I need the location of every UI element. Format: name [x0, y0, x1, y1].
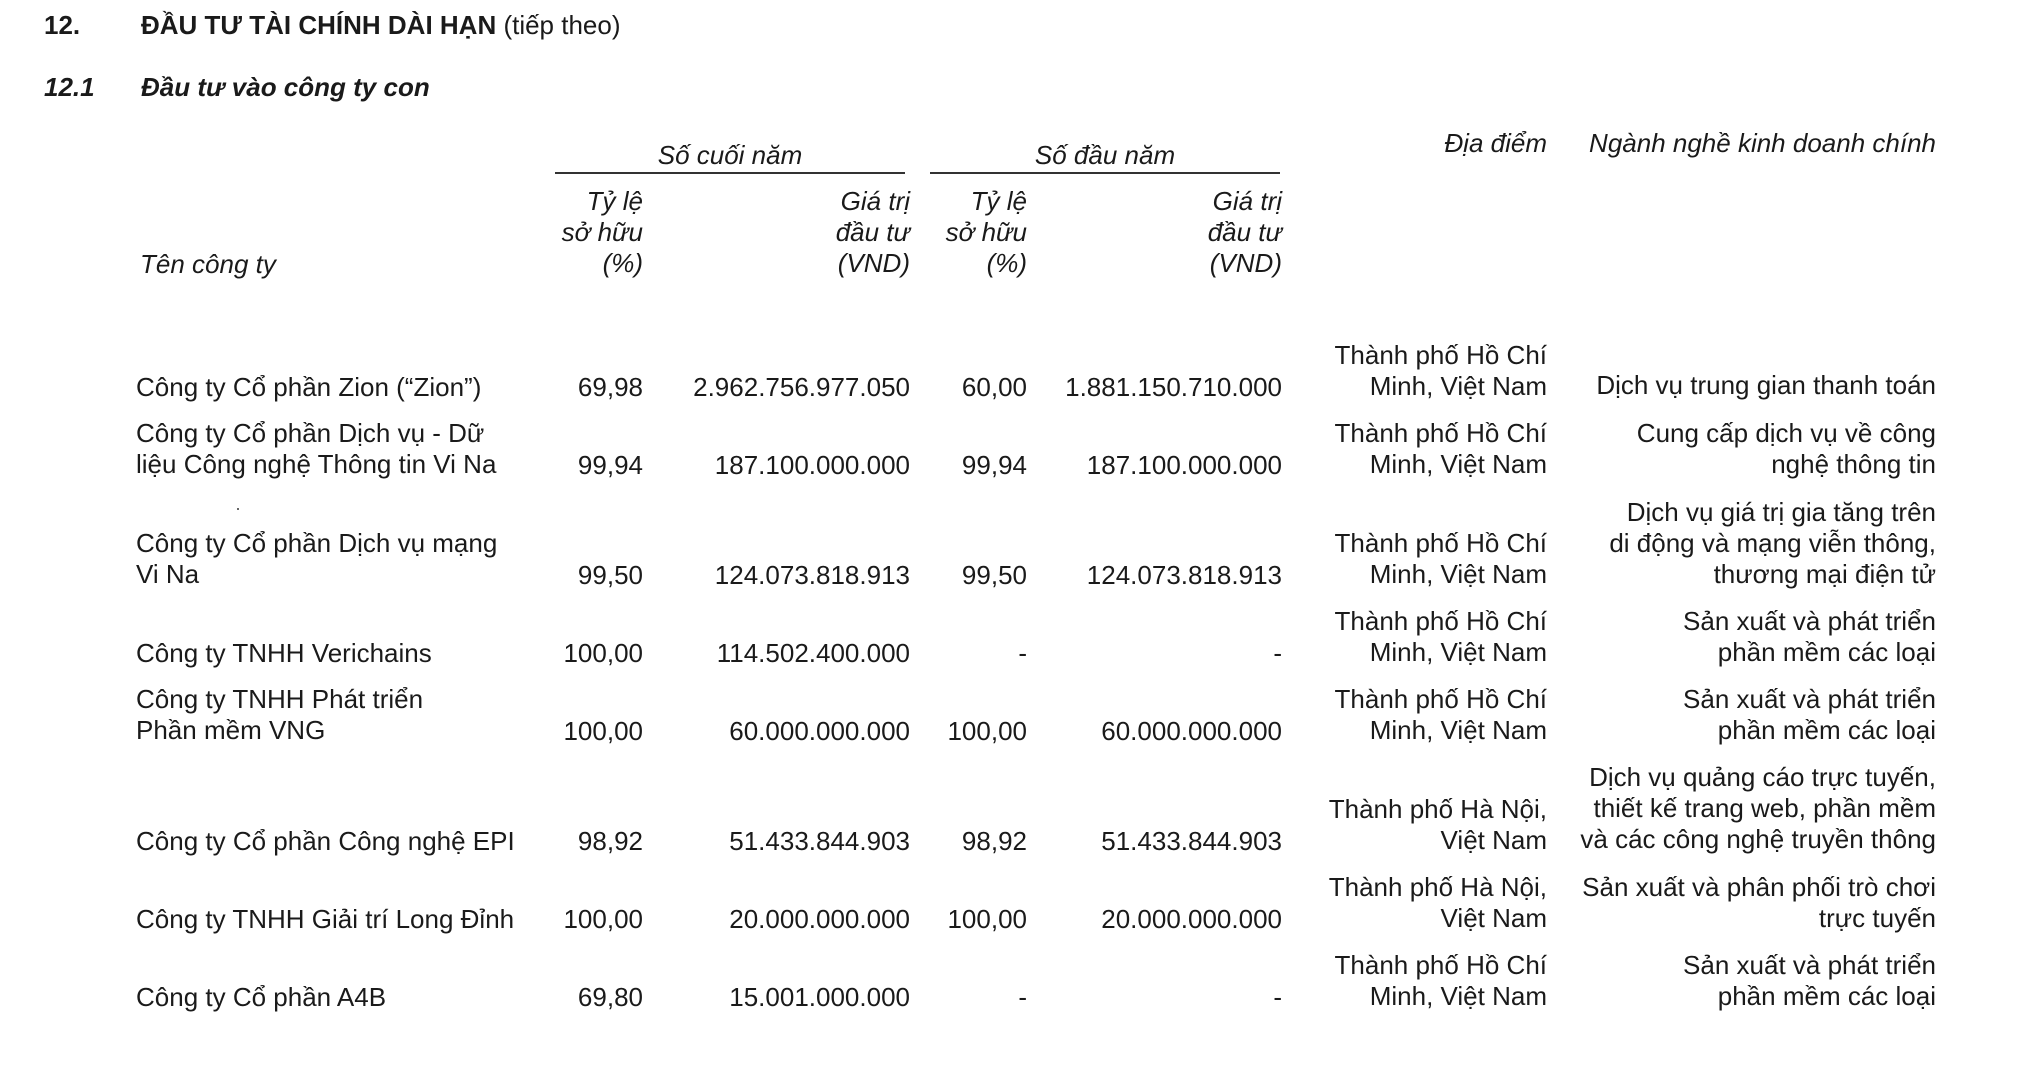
table-row-4-location — [1335, 606, 1547, 668]
col-header-ratio-end — [562, 186, 643, 279]
section-title-bold: ĐẦU TƯ TÀI CHÍNH DÀI HẠN — [141, 10, 497, 40]
row-1-name-l1: Công ty Cổ phần Zion (“Zion”) — [136, 372, 482, 402]
col-header-ratio-end-l2: sở hữu — [561, 217, 643, 247]
row-5-name-l1: Công ty TNHH Phát triển — [136, 684, 424, 714]
table-row-8-location — [1335, 950, 1547, 1012]
table-row-6-ratio-end: 98,92 — [577, 826, 643, 856]
col-header-value-end — [836, 186, 910, 279]
table-row-4-name — [136, 638, 546, 669]
row-2-name-l1: Công ty Cổ phần Dịch vụ - Dữ — [136, 418, 485, 448]
table-row-1-name — [136, 372, 546, 403]
table-row-2-name — [136, 418, 546, 480]
table-row-2-ratio-end: 99,94 — [577, 450, 643, 480]
col-header-value-start-l3: (VND) — [1209, 248, 1282, 278]
col-header-value-end-l1: Giá trị — [840, 186, 910, 216]
speck-mark — [237, 508, 239, 510]
group-header-start-of-year: Số đầu năm — [1034, 140, 1176, 170]
row-4-location-l1: Thành phố Hồ Chí — [1334, 606, 1547, 636]
table-row-4-ratio-end: 100,00 — [563, 638, 643, 668]
col-header-value-start-l2: đầu tư — [1207, 217, 1282, 247]
col-header-value-start — [1208, 186, 1282, 279]
col-header-business: Ngành nghề kinh doanh chính — [1589, 128, 1936, 158]
table-row-5-ratio-end: 100,00 — [563, 716, 643, 746]
row-6-location-l1: Thành phố Hà Nội, — [1328, 794, 1547, 824]
table-row-5-value-end: 60.000.000.000 — [729, 716, 910, 746]
table-row-7-ratio-start: 100,00 — [947, 904, 1027, 934]
col-header-value-end-l2: đầu tư — [835, 217, 910, 247]
table-row-8-value-start: - — [1273, 982, 1282, 1012]
row-1-business-l1: Dịch vụ trung gian thanh toán — [1596, 370, 1936, 400]
table-row-8-ratio-end: 69,80 — [577, 982, 643, 1012]
table-row-5-location — [1335, 684, 1547, 746]
row-4-business-l1: Sản xuất và phát triển — [1683, 606, 1936, 636]
row-5-business-l2: phần mềm các loại — [1717, 715, 1936, 745]
row-6-name-l1: Công ty Cổ phần Công nghệ EPI — [136, 826, 515, 856]
table-row-3-ratio-start: 99,50 — [961, 560, 1027, 590]
row-8-location-l1: Thành phố Hồ Chí — [1334, 950, 1547, 980]
row-4-location-l2: Minh, Việt Nam — [1369, 637, 1547, 667]
table-row-7-value-end: 20.000.000.000 — [729, 904, 910, 934]
row-3-business-l2: di động và mạng viễn thông, — [1609, 528, 1936, 558]
col-header-ratio-start — [946, 186, 1027, 279]
row-8-business-l2: phần mềm các loại — [1717, 981, 1936, 1011]
row-8-business-l1: Sản xuất và phát triển — [1683, 950, 1936, 980]
row-6-business-l2: thiết kế trang web, phần mềm — [1593, 793, 1936, 823]
table-row-5-name — [136, 684, 546, 746]
row-5-business-l1: Sản xuất và phát triển — [1683, 684, 1936, 714]
row-2-location-l2: Minh, Việt Nam — [1369, 449, 1547, 479]
table-row-2-location — [1335, 418, 1547, 480]
row-7-business-l2: trực tuyến — [1818, 903, 1936, 933]
row-7-business-l1: Sản xuất và phân phối trò chơi — [1582, 872, 1936, 902]
row-3-name-l1: Công ty Cổ phần Dịch vụ mạng — [136, 528, 498, 558]
row-3-business-l3: thương mại điện tử — [1713, 559, 1936, 589]
row-5-name-l2: Phần mềm VNG — [136, 715, 326, 745]
section-number: 12. — [44, 10, 81, 40]
row-7-location-l2: Việt Nam — [1440, 903, 1547, 933]
row-6-business-l3: và các công nghệ truyền thông — [1580, 824, 1936, 854]
row-2-name-l2: liệu Công nghệ Thông tin Vi Na — [136, 449, 497, 479]
table-row-8-ratio-start: - — [1018, 982, 1027, 1012]
table-row-7-value-start: 20.000.000.000 — [1101, 904, 1282, 934]
col-header-ratio-start-l3: (%) — [986, 248, 1027, 278]
table-row-2-business — [1637, 418, 1936, 480]
table-row-6-ratio-start: 98,92 — [961, 826, 1027, 856]
table-row-1-location — [1335, 340, 1547, 402]
row-4-name-l1: Công ty TNHH Verichains — [136, 638, 432, 668]
table-row-5-business — [1683, 684, 1936, 746]
col-header-value-end-l3: (VND) — [837, 248, 910, 278]
row-6-location-l2: Việt Nam — [1440, 825, 1547, 855]
row-8-location-l2: Minh, Việt Nam — [1369, 981, 1547, 1011]
row-2-business-l1: Cung cấp dịch vụ về công — [1636, 418, 1936, 448]
col-header-ratio-end-l1: Tỷ lệ — [586, 186, 643, 216]
table-row-3-value-end: 124.073.818.913 — [714, 560, 910, 590]
table-row-3-ratio-end: 99,50 — [577, 560, 643, 590]
col-header-location: Địa điểm — [1444, 128, 1547, 158]
table-row-4-value-start: - — [1273, 638, 1282, 668]
group-header-end-of-year: Số cuối năm — [657, 140, 803, 170]
section-title — [141, 10, 621, 41]
col-header-ratio-end-l3: (%) — [602, 248, 643, 278]
table-row-6-value-start: 51.433.844.903 — [1101, 826, 1282, 856]
table-row-8-business — [1683, 950, 1936, 1012]
subsection-number: 12.1 — [44, 72, 95, 102]
table-row-3-name — [136, 528, 546, 590]
group-rule-start-of-year — [930, 172, 1280, 174]
row-4-business-l2: phần mềm các loại — [1717, 637, 1936, 667]
col-header-value-start-l1: Giá trị — [1212, 186, 1282, 216]
col-header-ratio-start-l1: Tỷ lệ — [970, 186, 1027, 216]
subsection-title: Đầu tư vào công ty con — [141, 72, 430, 102]
col-header-ratio-start-l2: sở hữu — [945, 217, 1027, 247]
section-title-suffix: (tiếp theo) — [496, 10, 621, 40]
table-row-2-value-start: 187.100.000.000 — [1086, 450, 1282, 480]
table-row-5-value-start: 60.000.000.000 — [1101, 716, 1282, 746]
row-1-location-l2: Minh, Việt Nam — [1369, 371, 1547, 401]
table-row-4-business — [1683, 606, 1936, 668]
row-3-location-l2: Minh, Việt Nam — [1369, 559, 1547, 589]
table-row-1-value-start: 1.881.150.710.000 — [1065, 372, 1282, 402]
table-row-7-business — [1582, 872, 1936, 934]
table-row-3-value-start: 124.073.818.913 — [1086, 560, 1282, 590]
table-row-6-location — [1329, 794, 1547, 856]
table-row-7-name — [136, 904, 546, 935]
row-6-business-l1: Dịch vụ quảng cáo trực tuyến, — [1589, 762, 1936, 792]
row-5-location-l2: Minh, Việt Nam — [1369, 715, 1547, 745]
col-header-company-name: Tên công ty — [140, 249, 276, 279]
table-row-8-value-end: 15.001.000.000 — [729, 982, 910, 1012]
table-row-8-name — [136, 982, 546, 1013]
table-row-6-business — [1580, 762, 1936, 855]
table-row-4-value-end: 114.502.400.000 — [716, 638, 910, 668]
row-7-name-l1: Công ty TNHH Giải trí Long Đỉnh — [136, 904, 515, 934]
row-1-location-l1: Thành phố Hồ Chí — [1334, 340, 1547, 370]
row-2-location-l1: Thành phố Hồ Chí — [1334, 418, 1547, 448]
table-row-7-location — [1329, 872, 1547, 934]
table-row-6-name — [136, 826, 546, 857]
row-3-business-l1: Dịch vụ giá trị gia tăng trên — [1626, 497, 1936, 527]
row-7-location-l1: Thành phố Hà Nội, — [1328, 872, 1547, 902]
table-row-1-value-end: 2.962.756.977.050 — [693, 372, 910, 402]
row-3-location-l1: Thành phố Hồ Chí — [1334, 528, 1547, 558]
table-row-1-ratio-start: 60,00 — [961, 372, 1027, 402]
table-row-4-ratio-start: - — [1018, 638, 1027, 668]
table-row-3-business — [1609, 497, 1936, 590]
row-3-name-l2: Vi Na — [136, 559, 200, 589]
table-row-2-ratio-start: 99,94 — [961, 450, 1027, 480]
row-8-name-l1: Công ty Cổ phần A4B — [136, 982, 387, 1012]
table-row-6-value-end: 51.433.844.903 — [729, 826, 910, 856]
table-row-5-ratio-start: 100,00 — [947, 716, 1027, 746]
table-row-1-ratio-end: 69,98 — [577, 372, 643, 402]
group-rule-end-of-year — [555, 172, 905, 174]
table-row-7-ratio-end: 100,00 — [563, 904, 643, 934]
table-row-1-business — [1596, 370, 1936, 401]
row-2-business-l2: nghệ thông tin — [1771, 449, 1936, 479]
table-row-2-value-end: 187.100.000.000 — [714, 450, 910, 480]
row-5-location-l1: Thành phố Hồ Chí — [1334, 684, 1547, 714]
table-row-3-location — [1335, 528, 1547, 590]
